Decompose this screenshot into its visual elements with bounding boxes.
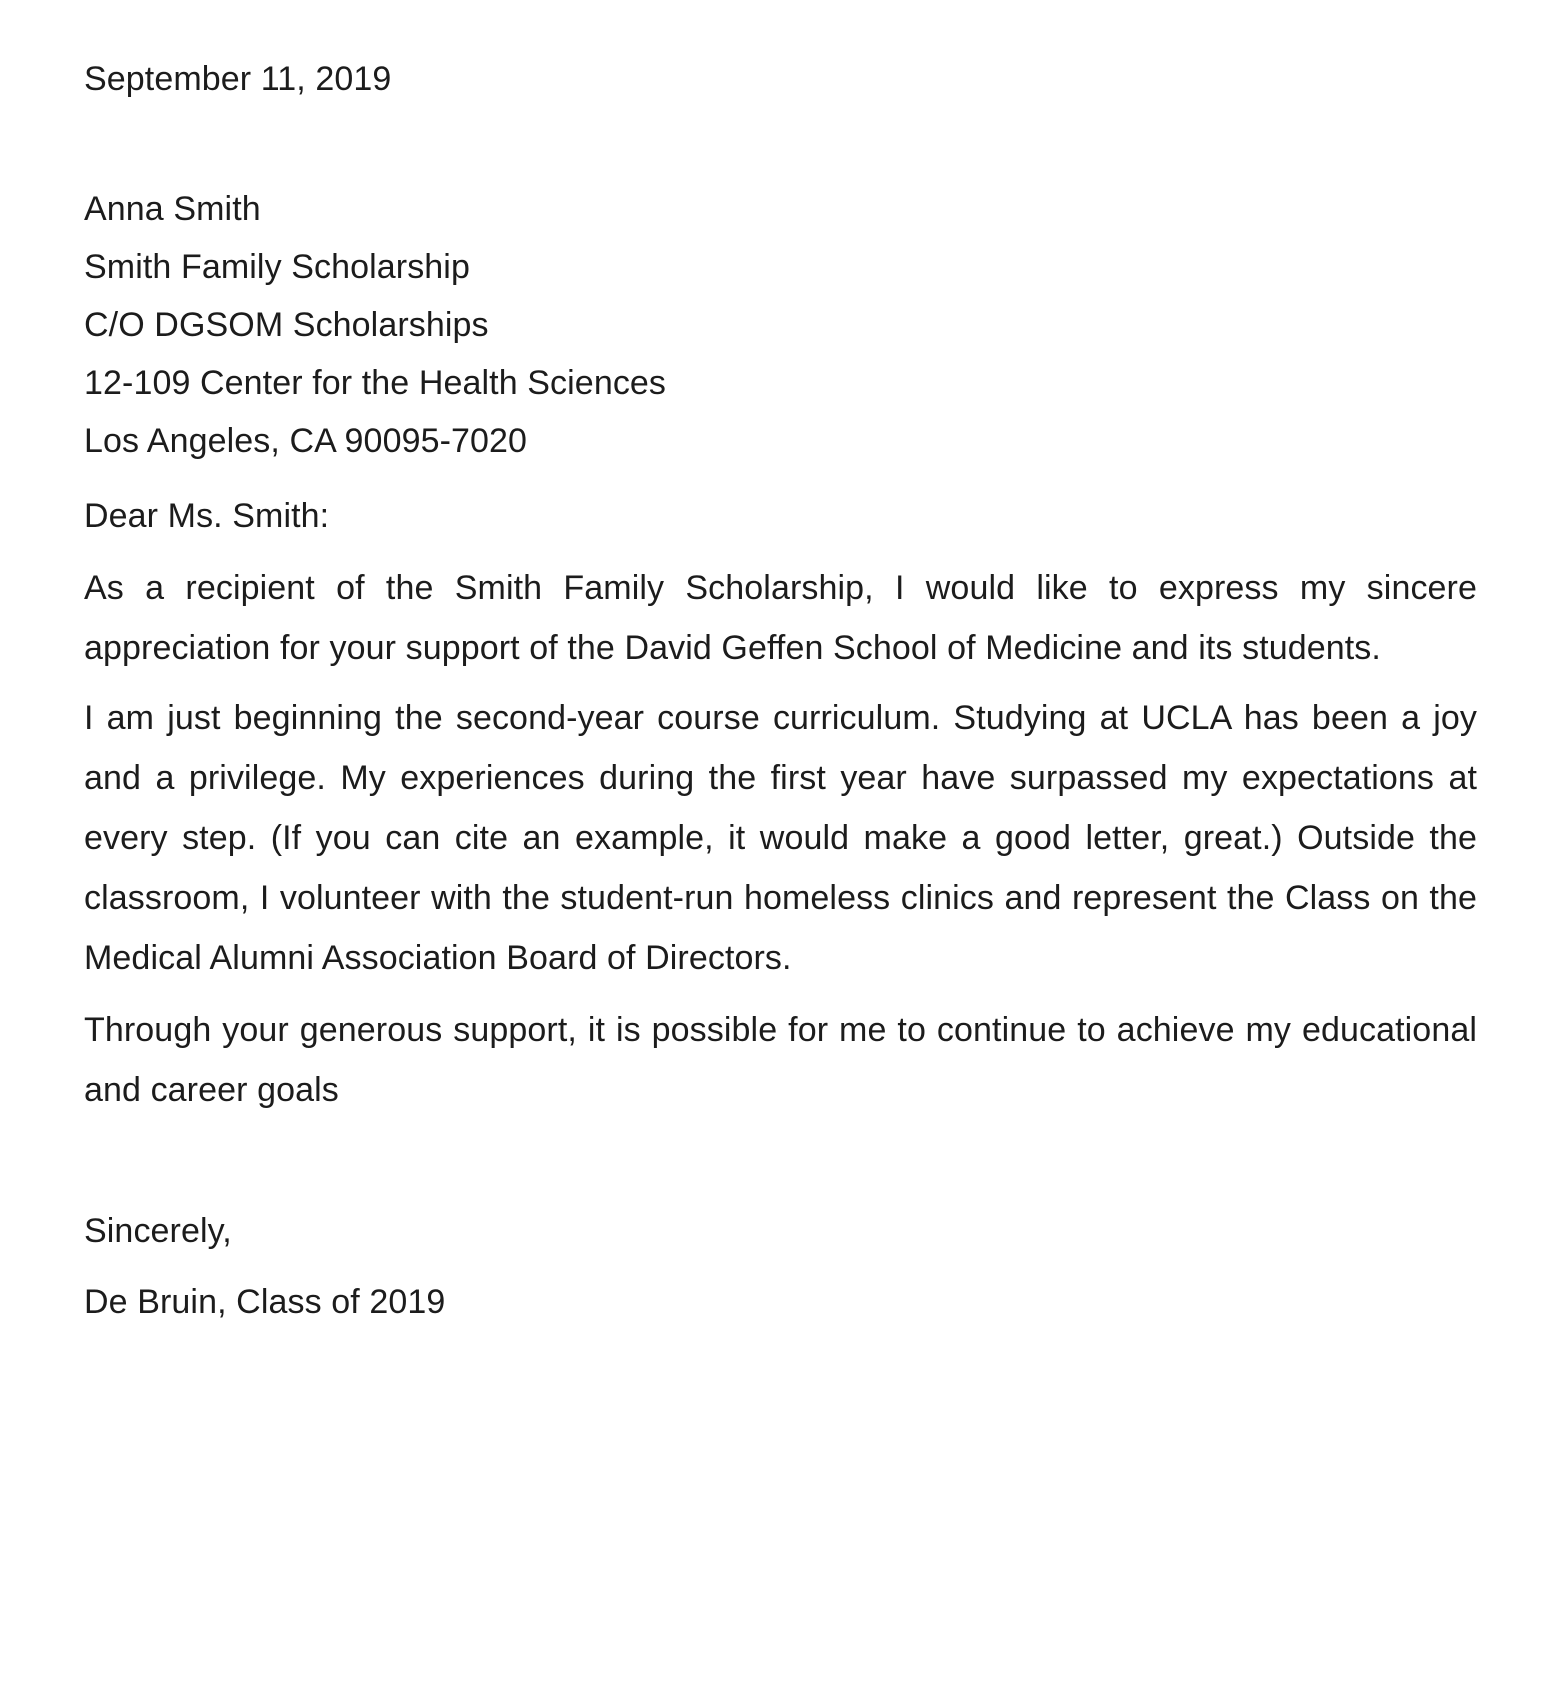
closing: Sincerely, (84, 1212, 232, 1250)
recipient-name: Anna Smith (84, 190, 261, 228)
letter-date: September 11, 2019 (84, 60, 392, 98)
recipient-care-of: C/O DGSOM Scholarships (84, 306, 489, 344)
recipient-city-state-zip: Los Angeles, CA 90095-7020 (84, 422, 528, 460)
salutation: Dear Ms. Smith: (84, 497, 330, 535)
recipient-address-block (84, 180, 666, 470)
recipient-organization: Smith Family Scholarship (84, 248, 470, 286)
body-paragraph-1: As a recipient of the Smith Family Scholarship, I would like to express my sincere appreciation for your support of the David Geffen School of Medicine and its students. (84, 569, 1477, 667)
body-paragraph-2: I am just beginning the second-year course curriculum. Studying at UCLA has been a joy and a privilege. My experiences during the first year have surpassed my expectations at every step. (If you can cite an example, it would make a good letter, great.) Outside the classroom, I volunteer with the student-run homeless clinics and represent the Class on the Medical Alumni Association Board of Directors. (84, 699, 1477, 977)
signature: De Bruin, Class of 2019 (84, 1283, 446, 1321)
recipient-street: 12-109 Center for the Health Sciences (84, 364, 667, 402)
body-paragraph-3: Through your generous support, it is possible for me to continue to achieve my educational and career goals (84, 1011, 1477, 1109)
